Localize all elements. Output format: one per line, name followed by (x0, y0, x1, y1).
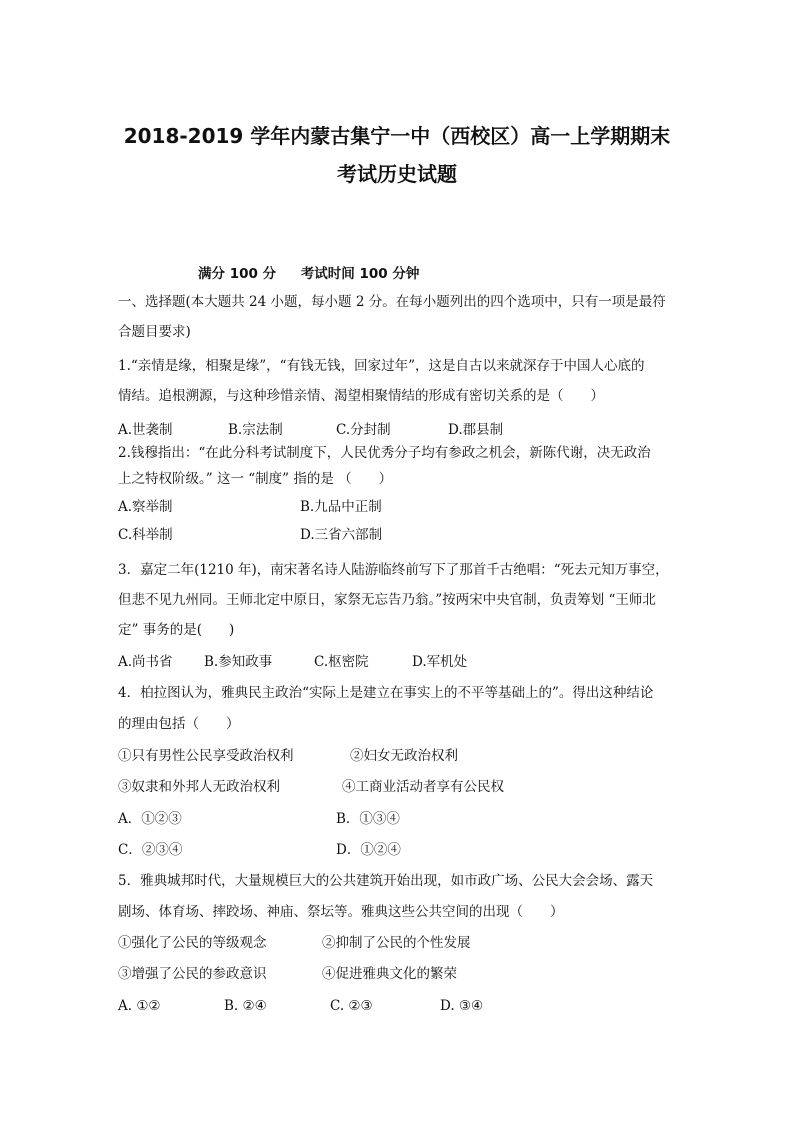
q2-option-c: C.科举制 (118, 527, 173, 543)
q4-option-c: C．②③④ (118, 842, 183, 858)
q5-stem-line1: 5．雅典城邦时代，大量规模巨大的公共建筑开始出现，如市政广场、公民大会会场、露天 (118, 873, 654, 889)
q2-option-a: A.察举制 (118, 499, 173, 515)
q1-stem-line2: 情结。追根溯源，与这种珍惜亲情、渴望相聚情结的形成有密切关系的是（ ） (118, 388, 604, 404)
section-instructions-line2: 合题目要求) (118, 324, 191, 340)
q4-stem-line2: 的理由包括（ ） (118, 716, 240, 732)
exam-title-line2: 考试历史试题 (337, 162, 457, 186)
q3-option-b: B.参知政事 (204, 654, 273, 670)
q5-statement-2: ②抑制了公民的个性发展 (322, 935, 471, 951)
q5-statement-4: ④促进雅典文化的繁荣 (322, 966, 457, 982)
q1-option-d: D.郡县制 (448, 422, 504, 438)
q5-option-a: A. ①② (118, 998, 161, 1014)
q4-stem-line1: 4．柏拉图认为，雅典民主政治“实际上是建立在事实上的不平等基础上的”。得出这种结论 (118, 685, 654, 701)
q4-option-b: B．①③④ (336, 811, 400, 827)
section-instructions-line1: 一、选择题(本大题共 24 小题，每小题 2 分。在每小题列出的四个选项中，只有一项是最符 (118, 294, 666, 310)
q4-statement-3: ③奴隶和外邦人无政治权利 (118, 779, 280, 795)
q4-option-d: D．①②④ (336, 842, 401, 858)
full-score: 满分 100 分 (198, 266, 277, 282)
q3-option-c: C.枢密院 (314, 654, 369, 670)
q2-stem-line2: 上之特权阶级。” 这一 “制度” 指的是 （ ） (118, 471, 393, 487)
exam-title-line1: 2018-2019 学年内蒙古集宁一中（西校区）高一上学期期末 (123, 124, 671, 148)
q5-statement-3: ③增强了公民的参政意识 (118, 966, 267, 982)
exam-time: 考试时间 100 分钟 (300, 266, 420, 282)
q3-stem-line1: 3．嘉定二年(1210 年)，南宋著名诗人陆游临终前写下了那首千古绝唱：“死去元知万事空， (118, 562, 669, 578)
q5-statement-1: ①强化了公民的等级观念 (118, 935, 267, 951)
q4-statement-4: ④工商业活动者享有公民权 (342, 779, 504, 795)
q5-option-b: B. ②④ (224, 998, 267, 1014)
q3-stem-line3: 定” 事务的是( ) (118, 622, 235, 638)
q5-option-c: C. ②③ (330, 998, 373, 1014)
q2-option-d: D.三省六部制 (300, 527, 383, 543)
q2-option-b: B.九品中正制 (300, 499, 382, 515)
q2-stem-line1: 2.钱穆指出：“在此分科考试制度下，人民优秀分子均有参政之机会，新陈代谢，决无政治 (118, 445, 651, 461)
q5-option-d: D. ③④ (440, 998, 484, 1014)
q1-stem-line1: 1.“亲情是缘，相聚是缘”，“有钱无钱，回家过年”，这是自古以来就深存于中国人心底的 (118, 358, 645, 374)
q4-option-a: A．①②③ (118, 811, 182, 827)
q3-option-d: D.军机处 (412, 654, 468, 670)
exam-meta (198, 262, 419, 282)
q3-stem-line2: 但悲不见九州同。王师北定中原日，家祭无忘告乃翁。”按两宋中央官制，负责筹划 “王师北 (118, 592, 656, 608)
q4-statement-1: ①只有男性公民享受政治权利 (118, 748, 294, 764)
q1-option-c: C.分封制 (336, 422, 391, 438)
q3-option-a: A.尚书省 (118, 654, 173, 670)
q1-option-a: A.世袭制 (118, 422, 173, 438)
q1-option-b: B.宗法制 (228, 422, 283, 438)
q4-statement-2: ②妇女无政治权利 (350, 748, 458, 764)
q5-stem-line2: 剧场、体育场、摔跤场、神庙、祭坛等。雅典这些公共空间的出现（ ） (118, 904, 564, 920)
